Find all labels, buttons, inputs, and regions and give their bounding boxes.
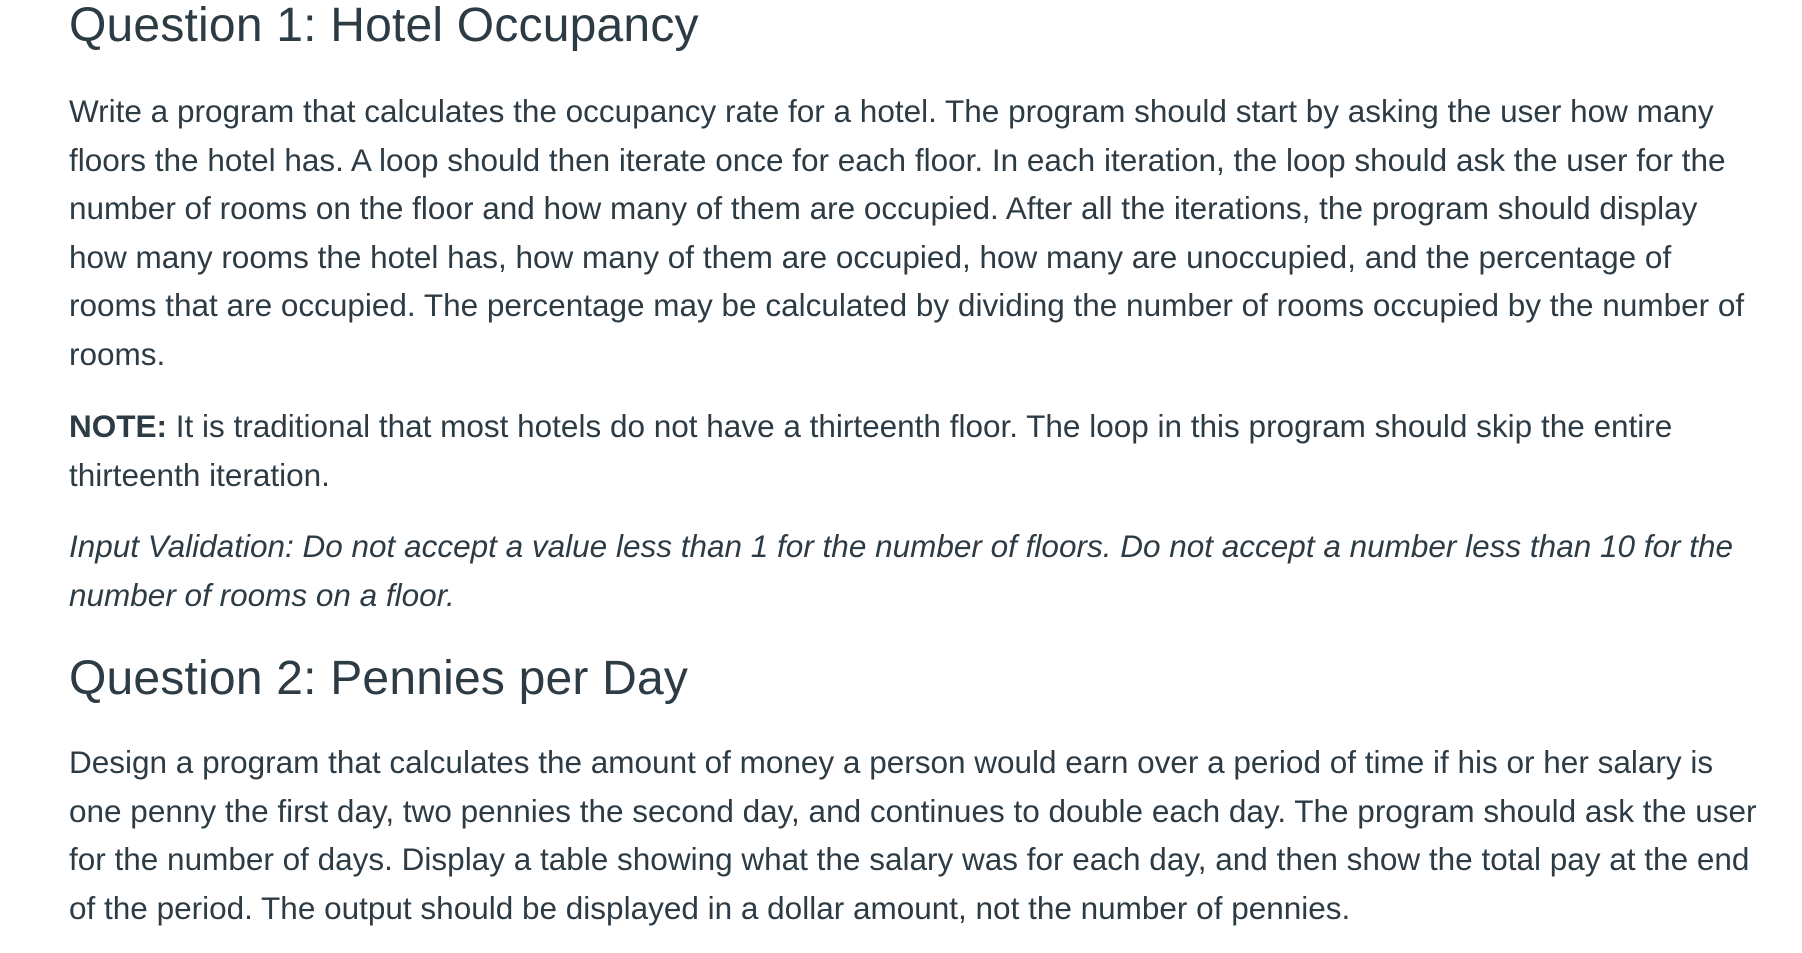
question-1-description: Write a program that calculates the occupancy rate for a hotel. The program should start by asking the user how many floors the hotel has. A loop should then iterate once for each floor. In each iteration, the loop should ask the user for the number of rooms on the floor and how many of them are occupied. After all the iterations, the program should display how many rooms the hotel has, how many of them are occupied, how many are unoccupied, and the percentage of rooms that are occupied. The percentage may be calculated by dividing the number of rooms occupied by the number of rooms. [69, 93, 1745, 372]
note-label: NOTE: [69, 408, 167, 444]
question-1-note [69, 402, 1759, 499]
note-text: It is traditional that most hotels do not have a thirteenth floor. The loop in this program should skip the entire thirteenth iteration. [69, 408, 1673, 493]
question-2-description: Design a program that calculates the amount of money a person would earn over a period of time if his or her salary is one penny the first day, two pennies the second day, and continues to double each day. The program should ask the user for the number of days. Display a table showing what the salary was for each day, and then show the total pay at the end of the period. The output should be displayed in a dollar amount, not the number of pennies. [69, 744, 1757, 926]
question-1-title: Question 1: Hotel Occupancy [69, 0, 699, 52]
question-2-title: Question 2: Pennies per Day [69, 652, 689, 705]
question-1-input-validation: Input Validation: Do not accept a value less than 1 for the number of floors. Do not accept a number less than 10 for the number of rooms on a floor. [69, 528, 1734, 613]
